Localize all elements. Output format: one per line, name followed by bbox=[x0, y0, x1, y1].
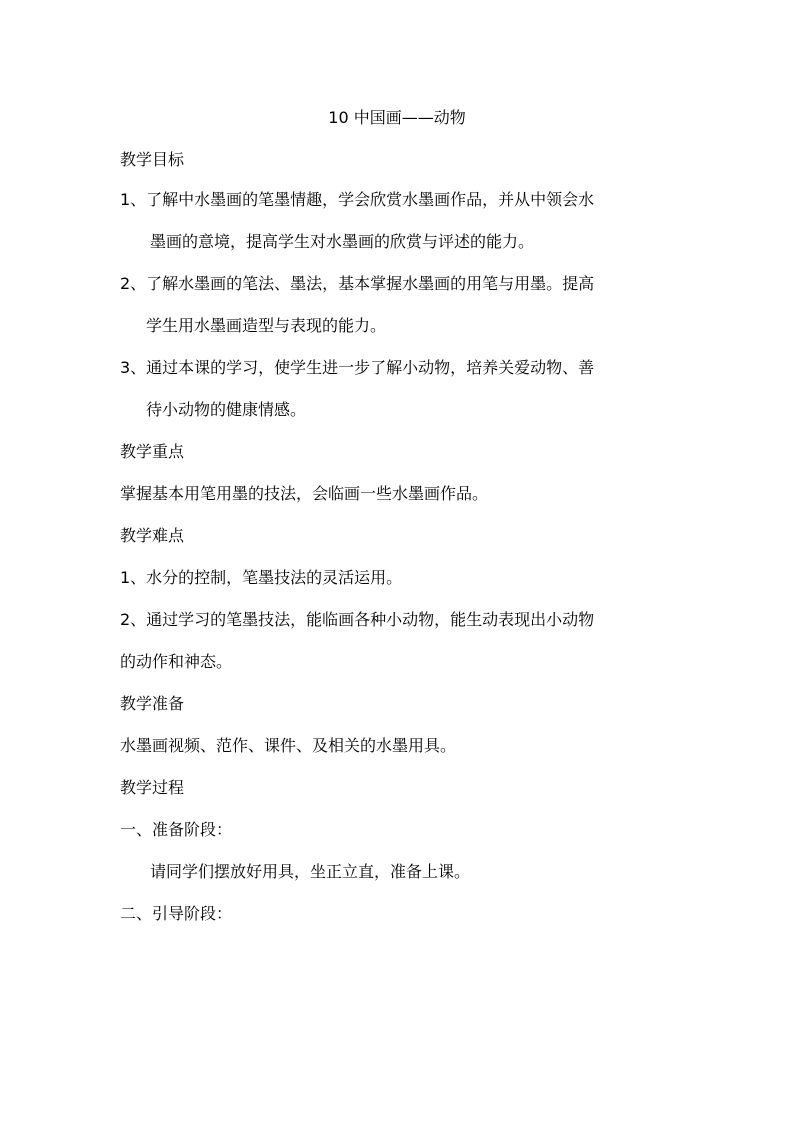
section-heading-key-points: 教学重点 bbox=[120, 442, 185, 461]
goal-1-line-2: 墨画的意境，提高学生对水墨画的欣赏与评述的能力。 bbox=[150, 232, 535, 251]
goal-2-line-2: 学生用水墨画造型与表现的能力。 bbox=[146, 316, 387, 335]
goal-3-line-1: 3、通过本课的学习，使学生进一步了解小动物，培养关爱动物、善 bbox=[120, 358, 595, 377]
section-heading-preparation: 教学准备 bbox=[120, 694, 185, 713]
section-heading-process: 教学过程 bbox=[120, 778, 185, 797]
goal-3-line-2: 待小动物的健康情感。 bbox=[146, 400, 307, 419]
key-points-text: 掌握基本用笔用墨的技法，会临画一些水墨画作品。 bbox=[120, 484, 489, 503]
stage-1-text: 请同学们摆放好用具，坐正立直，准备上课。 bbox=[150, 862, 471, 881]
section-heading-goals: 教学目标 bbox=[120, 150, 185, 169]
preparation-text: 水墨画视频、范作、课件、及相关的水墨用具。 bbox=[120, 736, 457, 755]
difficulty-2-line-2: 的动作和神态。 bbox=[120, 652, 233, 671]
difficulty-1: 1、水分的控制，笔墨技法的灵活运用。 bbox=[120, 568, 403, 587]
stage-2-heading: 二、引导阶段： bbox=[120, 904, 233, 923]
stage-1-heading: 一、准备阶段： bbox=[120, 820, 233, 839]
section-heading-difficulties: 教学难点 bbox=[120, 526, 185, 545]
goal-2-line-1: 2、了解水墨画的笔法、墨法，基本掌握水墨画的用笔与用墨。提高 bbox=[120, 274, 595, 293]
goal-1-line-1: 1、了解中水墨画的笔墨情趣，学会欣赏水墨画作品，并从中领会水 bbox=[120, 190, 595, 209]
document-title: 10 中国画——动物 bbox=[328, 108, 466, 127]
difficulty-2-line-1: 2、通过学习的笔墨技法，能临画各种小动物，能生动表现出小动物 bbox=[120, 610, 595, 629]
